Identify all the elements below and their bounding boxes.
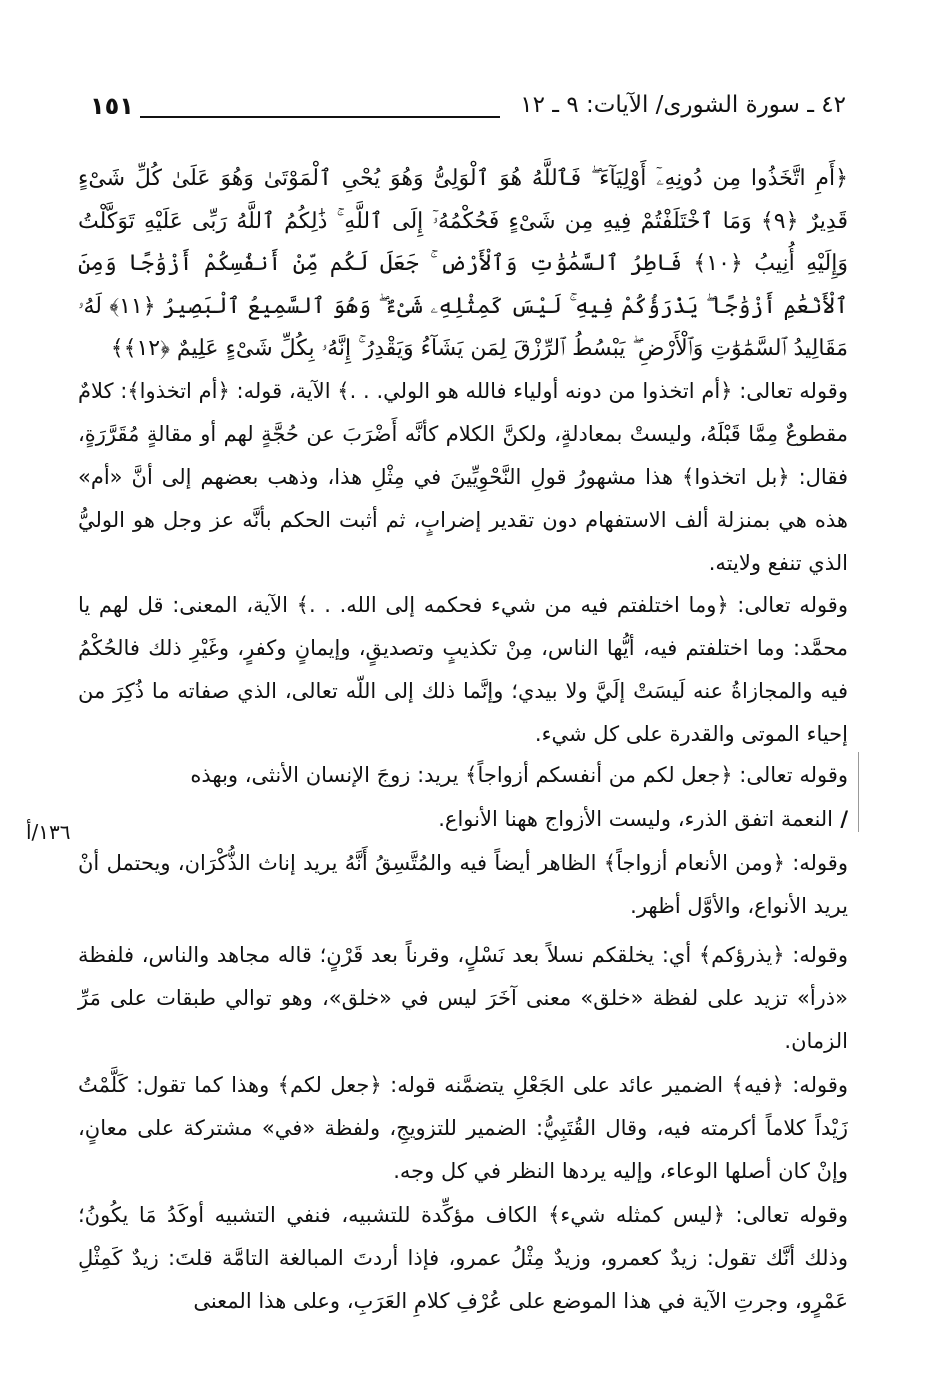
- commentary-paragraph-6: وقوله: ﴿فيه﴾ الضمير عائد على الجَعْلِ يتضمَّنه قوله: ﴿جعل لكم﴾ وهذا كما تقول: كَلَّمْتُ زَيْداً كلاماً أكرمته فيه، وقال القُتَبِيُّ: الضمير للتزويجِ، ولفظة «في» مشتركة على معانٍ، وإنْ كان أصلها الوعاء، وإليه يردها النظر في كل وجه.: [78, 1073, 848, 1183]
- folio-marker: /: [833, 807, 848, 831]
- commentary-paragraph-3b-text: النعمة اتفق الذرء، وليست الأزواج ههنا الأنواع.: [438, 807, 834, 831]
- commentary-paragraph-3a: وقوله تعالى: ﴿جعل لكم من أنفسكم أزواجاً﴾ يريد: زوجَ الإنسان الأنثى، وبهذه: [190, 763, 848, 787]
- commentary-paragraph-1: وقوله تعالى: ﴿أم اتخذوا من دونه أولياء فالله هو الولي. . .﴾ الآية، قوله: ﴿أم اتخذوا﴾: كلامٌ مقطوعٌ مِمَّا قَبْلَهُ، وليستْ بمعادلةٍ، ولكنَّ الكلام كأنَّه أَضْرَبَ عن حُجَّةٍ لهم أو مقالةٍ مُقَرَّرَةٍ، فقال: ﴿بل اتخذوا﴾ هذا مشهورُ قولِ النَّحْوِيِّينَ في مِثْلِ هذا، وذهب بعضهم إلى أنَّ «أم» هذه هي بمنزلة ألف الاستفهام دون تقدير إضرابٍ، ثم أثبت الحكم بأنَّه عز وجل هو الوليُّ الذي تنفع ولايته.: [78, 379, 848, 575]
- page-header: [90, 92, 846, 132]
- header-rule: [140, 116, 500, 118]
- commentary-paragraph-7: وقوله تعالى: ﴿ليس كمثله شيء﴾ الكاف مؤكِّدة للتشبيه، فنفي التشبيه أوكَدُ مَا يكُونُ؛ وذلك أنَّك تقول: زيدٌ كعمرو، وزيدٌ مِثْلُ عمرو، فإذا أردتَ المبالغة التامَّة قلتَ: زيدٌ كَمِثْلِ عَمْرٍو، وجرتِ الآية في هذا الموضع على عُرْفِ كلامِ العَرَبِ، وعلى هذا المعنى: [78, 1203, 848, 1313]
- commentary-paragraph-5: وقوله: ﴿يذرؤكم﴾ أي: يخلقكم نسلاً بعد نَسْلٍ، وقرناً بعد قَرْنٍ؛ قاله مجاهد والناس، فلفظة «ذرأ» تزيد على لفظة «خلق» معنى آخَرَ ليس في «خلق»، وهو توالي طبقات على مَرِّ الزمان.: [78, 943, 848, 1053]
- commentary-paragraph-3b: [78, 798, 848, 841]
- quran-verses: ﴿أَمِ اتَّخَذُوا مِن دُونِهِۦٓ أَوْلِيَآءَ ۖ فَٱللَّهُ هُوَ ٱلْوَلِىُّ وَهُوَ يُحْىِ ٱلْمَوْتَىٰ وَهُوَ عَلَىٰ كُلِّ شَىْءٍ قَدِيرٌ ﴿٩﴾ وَمَا ٱخْتَلَفْتُمْ فِيهِ مِن شَىْءٍ فَحُكْمُهُۥٓ إِلَى ٱللَّهِ ۚ ذَٰلِكُمُ ٱللَّهُ رَبِّى عَلَيْهِ تَوَكَّلْتُ وَإِلَيْهِ أُنِيبُ ﴿١٠﴾ فَاطِرُ ٱلسَّمَٰوَٰتِ وَٱلْأَرْضِ ۚ جَعَلَ لَكُم مِّنْ أَنفُسِكُمْ أَزْوَٰجًا وَمِنَ ٱلْأَنْعَٰمِ أَزْوَٰجًا ۖ يَذْرَؤُكُمْ فِيهِ ۚ لَيْسَ كَمِثْلِهِۦ شَىْءٌ ۖ وَهُوَ ٱلسَّمِيعُ ٱلْبَصِيرُ ﴿١١﴾ لَهُۥ مَقَالِيدُ ٱلسَّمَٰوَٰتِ وَٱلْأَرْضِ ۖ يَبْسُطُ ٱلرِّزْقَ لِمَن يَشَآءُ وَيَقْدِرُ ۚ إِنَّهُۥ بِكُلِّ شَىْءٍ عَلِيمٌ ﴿١٢﴾﴾: [78, 166, 848, 361]
- margin-bar: [858, 752, 859, 832]
- running-title: ٤٢ ـ سورة الشورى/ الآيات: ٩ ـ ١٢: [520, 92, 846, 118]
- manuscript-folio-note: ١٣٦/أ: [26, 820, 71, 844]
- commentary-paragraph-2: وقوله تعالى: ﴿وما اختلفتم فيه من شيء فحكمه إلى الله. . .﴾ الآية، المعنى: قل لهم يا محمَّد: وما اختلفتم فيه، أيُّها الناس، مِنْ تكذيبٍ وتصديقٍ، وإيمانٍ وكفرٍ، وغَيْرِ ذلك فالحُكْمُ فيه والمجازاةُ عنه لَيسَتْ إلَيَّ ولا بيدي؛ وإنَّما ذلك إلى اللّه تعالى، الذي صفاته ما ذُكِرَ من إحياء الموتى والقدرة على كل شيء.: [78, 593, 848, 746]
- page-number: ١٥١: [90, 92, 134, 120]
- commentary-paragraph-4: وقوله: ﴿ومن الأنعام أزواجاً﴾ الظاهر أيضاً فيه والمُتَّسِقُ أَنَّهُ يريد إناث الذُّكْرَان، ويحتمل أنْ يريد الأنواع، والأوَّل أظهر.: [78, 851, 848, 918]
